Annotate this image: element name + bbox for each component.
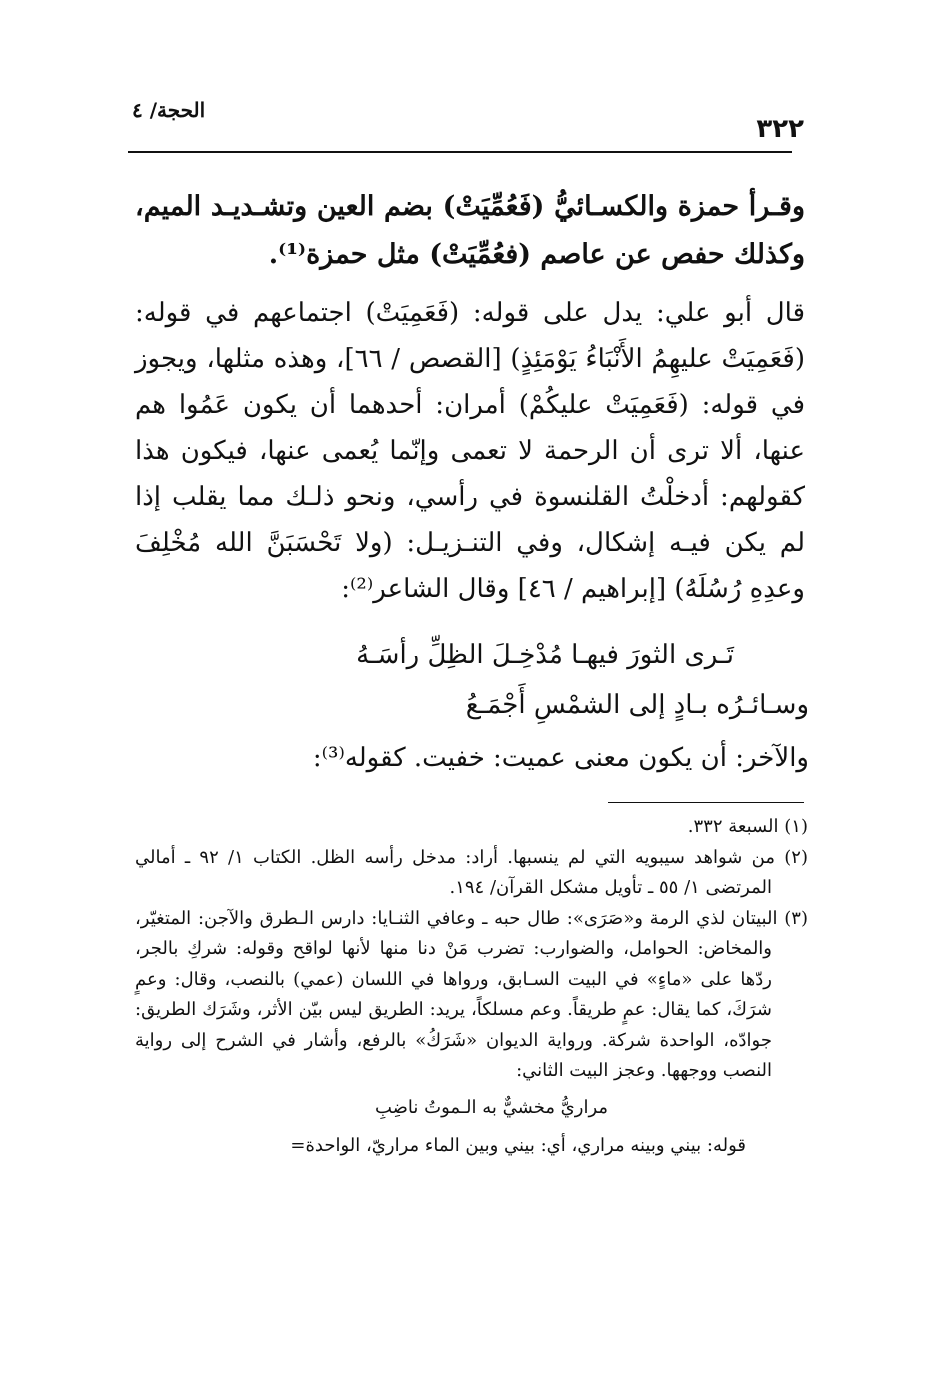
- main-paragraph: قال أبو علي: يدل على قوله: (فَعَمِيَتْ) اجتماعهم في قوله: (فَعَمِيَتْ عليهِمُ الأَنْبَاءُ يَوْمَئِذٍ) [القصص / ٦٦]، وهذه مثلها، ويجوز في قوله: (فَعَمِيَتْ عليكُمْ) أمران: أحدهما أن يكون عَمُوا هم عنها، ألا ترى أن الرحمة لا تعمى وإنّما يُعمى عنها، فيكون هذا كقولهم: أدخلْتُ القلنسوة في رأسي، ونحو ذلـك مما يقلب إذا لم يكن فيـه إشكال، وفي التنـزيـل: (ولا تَحْسَبَنَّ الله مُخْلِفَ وعدِهِ رُسُلَهُ) [إبراهيم / ٤٦] وقال الشاعر⁽²⁾:: [135, 298, 806, 604]
- page-header: [128, 98, 804, 148]
- footnote-2: (٢) من شواهد سيبويه التي لم ينسبها. أراد: مدخل رأسه الظل. الكتاب ١/ ٩٢ ـ أمالي المرتضى ١/ ٥٥ ـ تأويل مشكل القرآن/ ١٩٤.: [135, 846, 808, 898]
- bold-paragraph: وقـرأ حمزة والكسـائيُّ (فَعُمِّيَتْ) بضم العين وتشـديـد الميم، وكذلك حفص عن عاصم (فعُمِّيَتْ) مثل حمزة⁽¹⁾.: [135, 191, 805, 270]
- closing-line: والآخر: أن يكون معنى عميت: خفيت. كقوله⁽³⁾:: [312, 743, 809, 773]
- verse-line-1: تَـرى الثورَ فيهـا مُدْخِـلَ الظِلِّ رأسَـهُ: [356, 640, 734, 670]
- footnote-3-verse: مراريُّ مخشيٌّ به الـموتُ ناضِبِ: [374, 1096, 609, 1118]
- footnote-divider: [608, 802, 804, 803]
- running-title: الحجة/ ٤: [132, 98, 206, 122]
- footnote-continuation: قوله: بيني وبينه مراري، أي: بيني وبين الماء مراريّ، الواحدة=: [290, 1135, 746, 1156]
- footnotes: [135, 812, 808, 1162]
- footnote-1: (١) السبعة ٣٣٢.: [687, 816, 808, 837]
- page-number: ٣٢٢: [756, 114, 804, 144]
- verse-line-2: وسـائـرُه بـادٍ إلى الشمْسِ أَجْمَـعُ: [465, 690, 809, 720]
- footnote-3: (٣) البيتان لذي الرمة و«صَرَى»: طال حبه ـ وعافي الثنـايا: دارس الـطرق والآجن: المتغيّر، والمخاض: الحوامل، والضوارب: تضرب مَنْ دنا منها لأنها لواقح وقوله: شركِ بالجر، ردّها على «ماءٍ» في البيت السـابق، ورواها في اللسان (عمي) بالنصب، وقال: وعمٍ شرَكَ، كما يقال: عمٍ طريقاً. وعم مسلكاً، يريد: الطريق ليس بيّن الأثر، وشَرَك الطريق: جوادّه، الواحدة شركة. ورواية الديوان «شَرَكُ» بالرفع، وأشار في الشرح إلى رواية النصب ووجهها. وعجز البيت الثاني:: [135, 907, 808, 1081]
- header-divider: [128, 151, 792, 153]
